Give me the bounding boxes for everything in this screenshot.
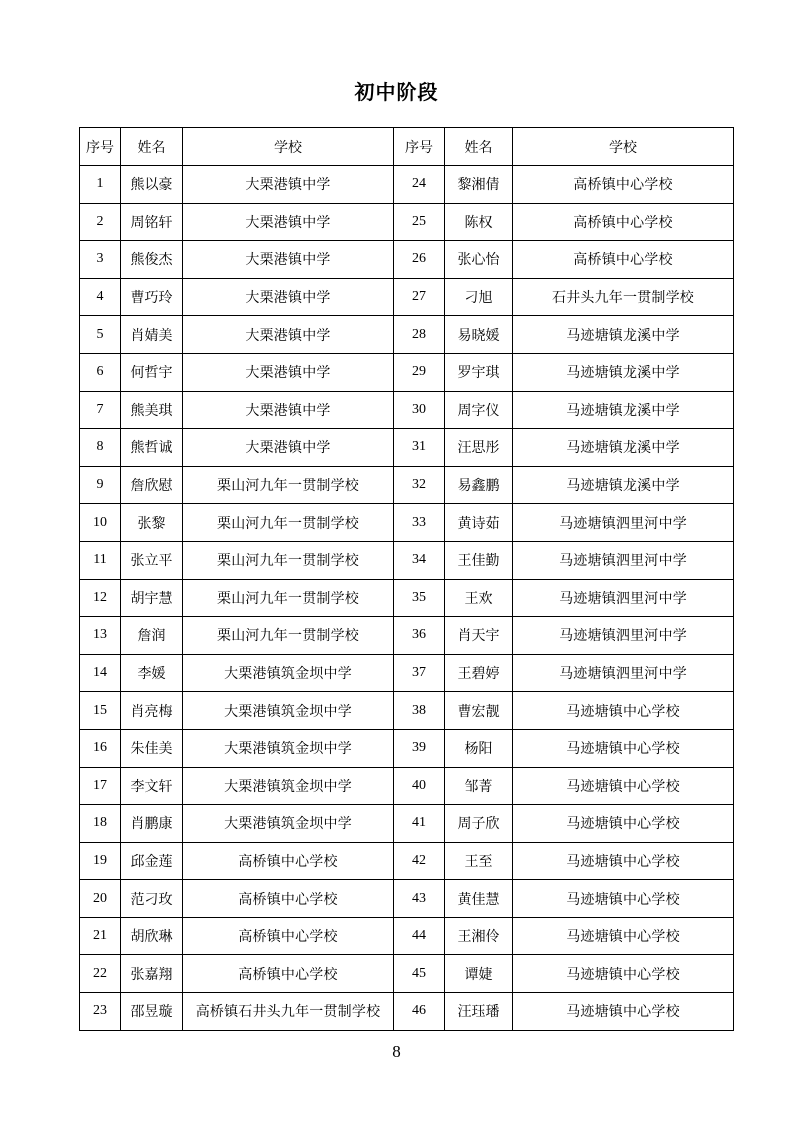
cell-no: 29 — [394, 353, 445, 391]
cell-name: 周铭轩 — [121, 203, 183, 241]
cell-name: 邹菁 — [445, 767, 513, 805]
cell-school: 高桥镇中心学校 — [513, 203, 734, 241]
table-row — [80, 729, 734, 767]
cell-no: 34 — [394, 541, 445, 579]
cell-no: 5 — [80, 316, 121, 354]
table-row — [80, 166, 734, 204]
cell-no: 23 — [80, 993, 121, 1031]
cell-school: 大栗港镇筑金坝中学 — [183, 767, 394, 805]
cell-name: 李媛 — [121, 654, 183, 692]
cell-no: 37 — [394, 654, 445, 692]
cell-no: 27 — [394, 278, 445, 316]
cell-school: 栗山河九年一贯制学校 — [183, 541, 394, 579]
cell-school: 马迹塘镇龙溪中学 — [513, 316, 734, 354]
cell-school: 大栗港镇中学 — [183, 391, 394, 429]
table-row — [80, 241, 734, 279]
cell-name: 熊美琪 — [121, 391, 183, 429]
header-name-left: 姓名 — [121, 128, 183, 166]
cell-no: 20 — [80, 880, 121, 918]
cell-name: 王至 — [445, 842, 513, 880]
table-row — [80, 993, 734, 1031]
cell-name: 刁旭 — [445, 278, 513, 316]
cell-name: 朱佳美 — [121, 729, 183, 767]
cell-name: 黎湘倩 — [445, 166, 513, 204]
table-header-row — [80, 128, 734, 166]
cell-no: 40 — [394, 767, 445, 805]
cell-name: 陈权 — [445, 203, 513, 241]
cell-name: 黄诗茹 — [445, 504, 513, 542]
cell-school: 大栗港镇筑金坝中学 — [183, 654, 394, 692]
cell-school: 大栗港镇中学 — [183, 166, 394, 204]
table-row — [80, 955, 734, 993]
cell-no: 24 — [394, 166, 445, 204]
table-row — [80, 880, 734, 918]
table-row — [80, 278, 734, 316]
cell-no: 46 — [394, 993, 445, 1031]
table-row — [80, 466, 734, 504]
table-row — [80, 541, 734, 579]
cell-name: 谭婕 — [445, 955, 513, 993]
cell-no: 16 — [80, 729, 121, 767]
table-row — [80, 429, 734, 467]
cell-no: 30 — [394, 391, 445, 429]
cell-name: 周字仪 — [445, 391, 513, 429]
cell-no: 39 — [394, 729, 445, 767]
cell-name: 熊俊杰 — [121, 241, 183, 279]
cell-school: 高桥镇石井头九年一贯制学校 — [183, 993, 394, 1031]
header-no-right: 序号 — [394, 128, 445, 166]
cell-no: 11 — [80, 541, 121, 579]
cell-no: 26 — [394, 241, 445, 279]
cell-school: 栗山河九年一贯制学校 — [183, 504, 394, 542]
cell-name: 张嘉翔 — [121, 955, 183, 993]
cell-name: 胡宇慧 — [121, 579, 183, 617]
cell-school: 大栗港镇中学 — [183, 316, 394, 354]
cell-school: 大栗港镇筑金坝中学 — [183, 805, 394, 843]
cell-school: 马迹塘镇泗里河中学 — [513, 617, 734, 655]
cell-school: 大栗港镇中学 — [183, 353, 394, 391]
cell-school: 高桥镇中心学校 — [183, 842, 394, 880]
table-row — [80, 203, 734, 241]
header-name-right: 姓名 — [445, 128, 513, 166]
cell-no: 44 — [394, 917, 445, 955]
cell-school: 马迹塘镇龙溪中学 — [513, 466, 734, 504]
cell-school: 马迹塘镇泗里河中学 — [513, 504, 734, 542]
cell-name: 胡欣琳 — [121, 917, 183, 955]
cell-name: 肖鹏康 — [121, 805, 183, 843]
cell-no: 31 — [394, 429, 445, 467]
cell-name: 杨阳 — [445, 729, 513, 767]
cell-school: 栗山河九年一贯制学校 — [183, 579, 394, 617]
cell-name: 熊以豪 — [121, 166, 183, 204]
table-row — [80, 391, 734, 429]
cell-name: 汪思彤 — [445, 429, 513, 467]
cell-school: 大栗港镇中学 — [183, 278, 394, 316]
cell-school: 马迹塘镇中心学校 — [513, 917, 734, 955]
page-number: 8 — [392, 1042, 401, 1061]
cell-school: 高桥镇中心学校 — [183, 917, 394, 955]
table-row — [80, 917, 734, 955]
table-row — [80, 353, 734, 391]
cell-name: 邱金莲 — [121, 842, 183, 880]
cell-name: 曹宏靓 — [445, 692, 513, 730]
cell-name: 易晓媛 — [445, 316, 513, 354]
cell-name: 詹欣慰 — [121, 466, 183, 504]
cell-no: 38 — [394, 692, 445, 730]
cell-name: 易鑫鹏 — [445, 466, 513, 504]
cell-name: 黄佳慧 — [445, 880, 513, 918]
table-row — [80, 579, 734, 617]
table-row — [80, 692, 734, 730]
cell-school: 马迹塘镇泗里河中学 — [513, 541, 734, 579]
cell-no: 19 — [80, 842, 121, 880]
cell-no: 2 — [80, 203, 121, 241]
cell-no: 15 — [80, 692, 121, 730]
cell-name: 熊哲诚 — [121, 429, 183, 467]
cell-school: 马迹塘镇泗里河中学 — [513, 579, 734, 617]
cell-name: 王湘伶 — [445, 917, 513, 955]
cell-no: 14 — [80, 654, 121, 692]
cell-school: 栗山河九年一贯制学校 — [183, 466, 394, 504]
cell-no: 45 — [394, 955, 445, 993]
cell-name: 詹润 — [121, 617, 183, 655]
cell-school: 大栗港镇中学 — [183, 429, 394, 467]
cell-name: 肖天宇 — [445, 617, 513, 655]
cell-school: 马迹塘镇中心学校 — [513, 692, 734, 730]
cell-name: 周子欣 — [445, 805, 513, 843]
cell-no: 17 — [80, 767, 121, 805]
table-row — [80, 767, 734, 805]
table-row — [80, 842, 734, 880]
header-school-right: 学校 — [513, 128, 734, 166]
cell-no: 21 — [80, 917, 121, 955]
cell-no: 43 — [394, 880, 445, 918]
cell-name: 王佳勤 — [445, 541, 513, 579]
cell-no: 8 — [80, 429, 121, 467]
header-no-left: 序号 — [80, 128, 121, 166]
cell-name: 王欢 — [445, 579, 513, 617]
cell-no: 12 — [80, 579, 121, 617]
table-row — [80, 805, 734, 843]
cell-name: 张心怡 — [445, 241, 513, 279]
cell-no: 42 — [394, 842, 445, 880]
cell-no: 3 — [80, 241, 121, 279]
cell-no: 10 — [80, 504, 121, 542]
cell-no: 25 — [394, 203, 445, 241]
cell-name: 罗宇琪 — [445, 353, 513, 391]
cell-name: 肖亮梅 — [121, 692, 183, 730]
table-row — [80, 654, 734, 692]
cell-no: 36 — [394, 617, 445, 655]
cell-school: 马迹塘镇中心学校 — [513, 767, 734, 805]
cell-no: 1 — [80, 166, 121, 204]
cell-school: 高桥镇中心学校 — [513, 241, 734, 279]
cell-no: 4 — [80, 278, 121, 316]
header-school-left: 学校 — [183, 128, 394, 166]
table-row — [80, 316, 734, 354]
cell-school: 高桥镇中心学校 — [183, 955, 394, 993]
cell-school: 马迹塘镇中心学校 — [513, 729, 734, 767]
cell-school: 大栗港镇中学 — [183, 203, 394, 241]
cell-school: 高桥镇中心学校 — [183, 880, 394, 918]
table-row — [80, 617, 734, 655]
cell-school: 马迹塘镇中心学校 — [513, 955, 734, 993]
cell-school: 马迹塘镇龙溪中学 — [513, 353, 734, 391]
cell-name: 曹巧玲 — [121, 278, 183, 316]
cell-school: 大栗港镇筑金坝中学 — [183, 692, 394, 730]
cell-school: 马迹塘镇泗里河中学 — [513, 654, 734, 692]
cell-no: 13 — [80, 617, 121, 655]
cell-no: 18 — [80, 805, 121, 843]
cell-no: 35 — [394, 579, 445, 617]
cell-name: 李文轩 — [121, 767, 183, 805]
cell-name: 张立平 — [121, 541, 183, 579]
cell-no: 28 — [394, 316, 445, 354]
cell-name: 何哲宇 — [121, 353, 183, 391]
cell-school: 马迹塘镇中心学校 — [513, 993, 734, 1031]
cell-name: 肖婧美 — [121, 316, 183, 354]
table-row — [80, 504, 734, 542]
cell-school: 栗山河九年一贯制学校 — [183, 617, 394, 655]
cell-school: 大栗港镇筑金坝中学 — [183, 729, 394, 767]
cell-school: 高桥镇中心学校 — [513, 166, 734, 204]
cell-name: 王碧婷 — [445, 654, 513, 692]
cell-no: 32 — [394, 466, 445, 504]
cell-school: 马迹塘镇龙溪中学 — [513, 429, 734, 467]
table-body — [80, 166, 734, 1031]
cell-no: 33 — [394, 504, 445, 542]
cell-school: 石井头九年一贯制学校 — [513, 278, 734, 316]
cell-school: 马迹塘镇龙溪中学 — [513, 391, 734, 429]
cell-name: 张黎 — [121, 504, 183, 542]
cell-no: 7 — [80, 391, 121, 429]
cell-school: 马迹塘镇中心学校 — [513, 842, 734, 880]
section-title: 初中阶段 — [354, 80, 439, 104]
cell-school: 大栗港镇中学 — [183, 241, 394, 279]
cell-name: 范刁玫 — [121, 880, 183, 918]
cell-name: 汪珏璠 — [445, 993, 513, 1031]
student-table — [79, 127, 734, 1031]
cell-no: 9 — [80, 466, 121, 504]
cell-school: 马迹塘镇中心学校 — [513, 880, 734, 918]
cell-school: 马迹塘镇中心学校 — [513, 805, 734, 843]
cell-name: 邵昱璇 — [121, 993, 183, 1031]
cell-no: 22 — [80, 955, 121, 993]
cell-no: 41 — [394, 805, 445, 843]
cell-no: 6 — [80, 353, 121, 391]
